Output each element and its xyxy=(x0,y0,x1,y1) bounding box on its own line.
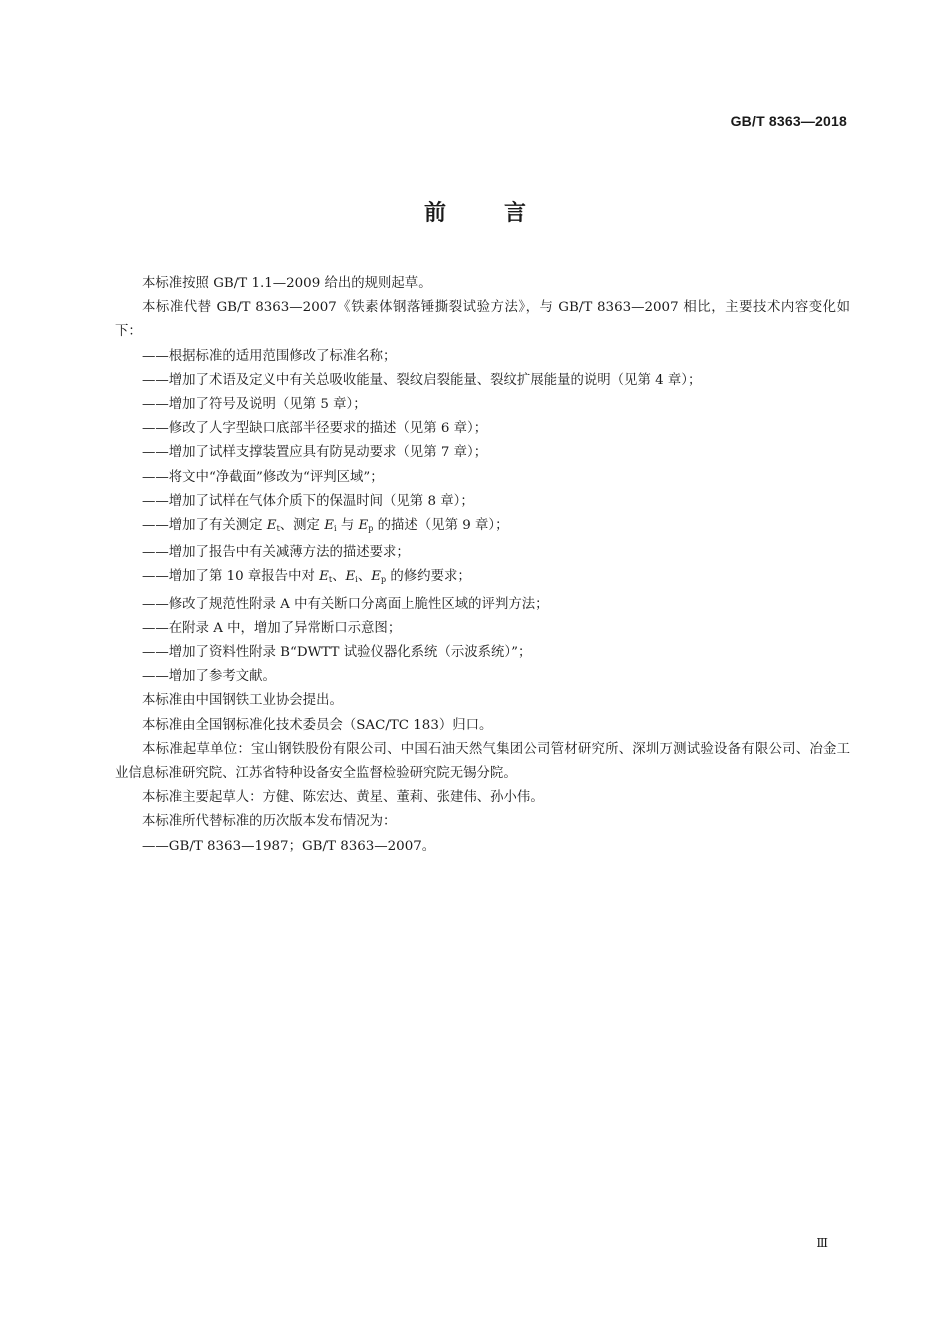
change-item: ——增加了参考文献。 xyxy=(142,669,276,685)
paragraph-proposer: 本标准由中国钢铁工业协会提出。 xyxy=(142,693,343,709)
standard-code: GB/T 8363—2018 xyxy=(730,113,847,129)
change-item: ——增加了符号及说明（见第 5 章）； xyxy=(142,397,367,413)
change-item: ——增加了试样在气体介质下的保温时间（见第 8 章）； xyxy=(142,493,474,509)
foreword-body xyxy=(115,272,850,859)
change-item: ——在附录 A 中，增加了异常断口示意图； xyxy=(142,620,402,636)
separator: 、 xyxy=(332,569,346,585)
change-item-rounding xyxy=(115,565,850,592)
change-item: ——增加了报告中有关减薄方法的描述要求； xyxy=(142,545,410,561)
change-item: ——增加了试样支撑装置应具有防晃动要求（见第 7 章）； xyxy=(142,445,488,461)
change-text: 、测定 xyxy=(279,518,325,534)
paragraph-drafting-rules: 本标准按照 GB/T 1.1—2009 给出的规则起草。 xyxy=(142,276,432,291)
change-item: ——增加了术语及定义中有关总吸收能量、裂纹启裂能量、裂纹扩展能量的说明（见第 4 章）； xyxy=(142,372,702,388)
change-text: 的描述（见第 9 章）； xyxy=(373,518,509,534)
change-item: ——将文中“净截面”修改为“评判区域”； xyxy=(142,469,384,485)
change-item-measure xyxy=(115,514,850,541)
page-title: 前言 xyxy=(423,201,584,226)
symbol-ep: $E_p$ xyxy=(371,569,387,585)
paragraph-committee: 本标准由全国钢标准化技术委员会（SAC/TC 183）归口。 xyxy=(142,717,493,733)
paragraph-drafting-units: 本标准起草单位：宝山钢铁股份有限公司、中国石油天然气集团公司管材研究所、深圳万测试验设备有限公司、冶金工业信息标准研究院、江苏省特种设备安全监督检验研究院无锡分院。 xyxy=(115,741,850,782)
change-text: ——增加了有关测定 xyxy=(142,518,267,534)
paragraph-drafters: 本标准主要起草人：方健、陈宏达、黄星、董莉、张建伟、孙小伟。 xyxy=(142,790,544,806)
paragraph-replacement: 本标准代替 GB/T 8363—2007《铁素体钢落锤撕裂试验方法》，与 GB/T 8363—2007 相比，主要技术内容变化如下： xyxy=(115,300,850,340)
change-item: ——修改了规范性附录 A 中有关断口分离面上脆性区域的评判方法； xyxy=(142,596,549,612)
paragraph-history-intro: 本标准所代替标准的历次版本发布情况为： xyxy=(142,814,397,830)
change-text: ——增加了第 10 章报告中对 xyxy=(142,569,320,585)
change-text: 的修约要求； xyxy=(386,569,471,585)
symbol-ep: $E_p$ xyxy=(358,518,374,534)
symbol-ei: $E_i$ xyxy=(345,569,358,585)
page-number: Ⅲ xyxy=(816,1236,828,1250)
change-item: ——增加了资料性附录 B“DWTT 试验仪器化系统（示波系统）”； xyxy=(142,645,532,661)
change-text: 与 xyxy=(336,518,359,534)
symbol-ei: $E_i$ xyxy=(324,518,337,534)
change-item: ——修改了人字型缺口底部半径要求的描述（见第 6 章）； xyxy=(142,421,488,437)
separator: 、 xyxy=(357,569,372,585)
paragraph-history-versions: ——GB/T 8363—1987；GB/T 8363—2007。 xyxy=(142,838,436,854)
change-item: ——根据标准的适用范围修改了标准名称； xyxy=(142,348,397,364)
symbol-et: $E_t$ xyxy=(319,569,333,585)
symbol-et: $E_t$ xyxy=(266,518,280,534)
